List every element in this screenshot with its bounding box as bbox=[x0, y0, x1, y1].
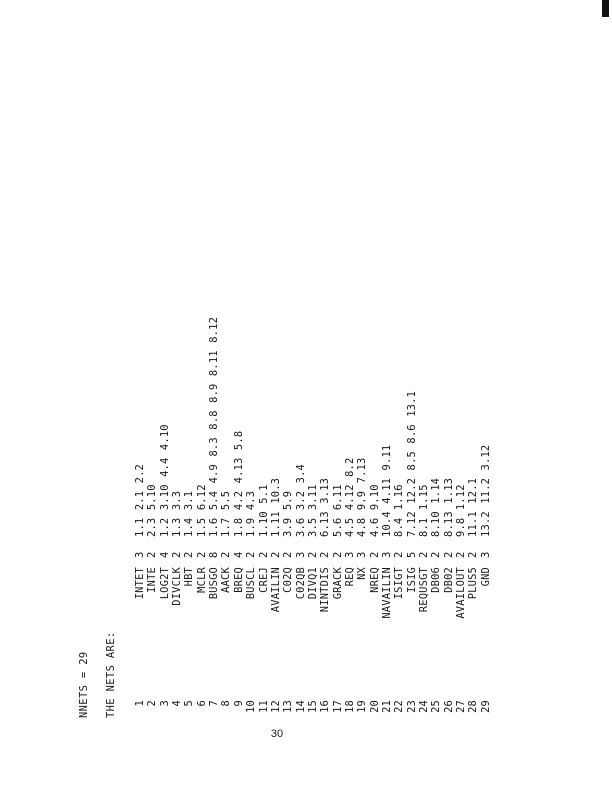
net-number: 15 bbox=[306, 700, 319, 713]
net-name: DIVCLK bbox=[171, 567, 184, 606]
net-number: 19 bbox=[356, 700, 369, 713]
net-name: MCLR bbox=[195, 567, 208, 593]
net-name: AVAILOUT bbox=[455, 567, 468, 619]
net-pins: 8.1 1.15 bbox=[418, 484, 431, 537]
net-name: HBT bbox=[183, 567, 196, 587]
net-number: 5 bbox=[183, 700, 196, 707]
net-name: C02QB bbox=[294, 567, 307, 600]
net-pins: 1.6 5.4 4.9 8.3 8.8 8.9 8.11 8.12 bbox=[208, 316, 221, 537]
net-row bbox=[258, 78, 270, 718]
net-row bbox=[220, 78, 232, 718]
net-number: 9 bbox=[232, 700, 245, 707]
net-pin-count: 3 bbox=[381, 551, 393, 558]
net-pins: 11.1 12.1 bbox=[467, 477, 480, 537]
net-number: 21 bbox=[381, 700, 393, 713]
net-pin-count: 2 bbox=[393, 551, 406, 558]
net-number: 6 bbox=[195, 700, 208, 707]
nnets-line: NNETS = 29 bbox=[78, 651, 90, 718]
net-pins: 9.8 1.12 bbox=[455, 484, 468, 537]
net-name: NINTDIS bbox=[319, 567, 332, 613]
net-name: NX bbox=[356, 567, 369, 580]
net-number: 28 bbox=[467, 700, 480, 713]
net-pin-count: 2 bbox=[430, 551, 443, 558]
net-pin-count: 3 bbox=[356, 551, 369, 558]
net-pin-count: 2 bbox=[319, 551, 332, 558]
net-name: AVAILIN bbox=[269, 567, 282, 613]
net-name: NREQ bbox=[368, 567, 381, 593]
net-pin-count: 3 bbox=[479, 551, 492, 558]
net-pins: 1.8 4.2 4.13 5.8 bbox=[232, 430, 245, 537]
rotated-printout bbox=[70, 78, 540, 718]
net-name: ISIG bbox=[405, 567, 418, 593]
net-pin-count: 2 bbox=[171, 551, 184, 558]
net-pins: 1.9 4.3 bbox=[245, 490, 258, 537]
net-pins: 8.10 1.14 bbox=[430, 477, 443, 537]
net-number: 8 bbox=[220, 700, 233, 707]
scan-corner-mark bbox=[602, 0, 609, 17]
net-row bbox=[319, 78, 331, 718]
net-row bbox=[393, 78, 405, 718]
net-number: 27 bbox=[455, 700, 468, 713]
net-name: ISIGT bbox=[393, 567, 406, 600]
net-pins: 3.5 3.11 bbox=[306, 484, 319, 537]
net-pins: 8.13 1.13 bbox=[442, 477, 455, 537]
net-row bbox=[233, 78, 245, 718]
net-pin-count: 3 bbox=[134, 551, 146, 558]
net-pins: 1.10 5.1 bbox=[257, 484, 270, 537]
net-number: 25 bbox=[430, 700, 443, 713]
net-number: 16 bbox=[319, 700, 332, 713]
net-row bbox=[418, 78, 430, 718]
net-row bbox=[196, 78, 208, 718]
net-pins: 3.6 3.2 3.4 bbox=[294, 463, 307, 537]
net-pins: 13.2 11.2 3.12 bbox=[479, 444, 492, 537]
net-pins: 1.3 3.3 bbox=[171, 490, 184, 537]
net-name: CREJ bbox=[257, 567, 270, 593]
net-pins: 8.4 1.16 bbox=[393, 484, 406, 537]
net-name: C02Q bbox=[282, 567, 295, 593]
net-pins: 4.6 9.10 bbox=[368, 484, 381, 537]
net-name: REQ bbox=[343, 567, 356, 587]
net-pin-count: 2 bbox=[455, 551, 468, 558]
net-pin-count: 4 bbox=[158, 551, 171, 558]
net-pin-count: 2 bbox=[368, 551, 381, 558]
net-pin-count: 2 bbox=[331, 551, 344, 558]
net-pin-count: 2 bbox=[195, 551, 208, 558]
net-row bbox=[208, 78, 220, 718]
net-pin-count: 3 bbox=[343, 551, 356, 558]
net-pins: 4.5 4.12 8.2 bbox=[343, 457, 356, 537]
net-row bbox=[282, 78, 294, 718]
net-pin-count: 5 bbox=[405, 551, 418, 558]
net-pin-count: 2 bbox=[418, 551, 431, 558]
net-number: 23 bbox=[405, 700, 418, 713]
net-pins: 1.4 3.1 bbox=[183, 490, 196, 537]
net-number: 24 bbox=[418, 700, 431, 713]
net-name: GND bbox=[479, 567, 492, 587]
net-pins: 1.1 2.1 2.2 bbox=[134, 463, 146, 537]
net-pin-count: 2 bbox=[257, 551, 270, 558]
net-name: BUSGO bbox=[208, 567, 221, 600]
net-row bbox=[356, 78, 368, 718]
net-row bbox=[443, 78, 455, 718]
net-number: 20 bbox=[368, 700, 381, 713]
net-row bbox=[430, 78, 442, 718]
net-name: LOG2T bbox=[158, 567, 171, 600]
net-name: INTET bbox=[134, 567, 146, 600]
net-pin-count: 2 bbox=[269, 551, 282, 558]
net-row bbox=[467, 78, 479, 718]
net-number: 22 bbox=[393, 700, 406, 713]
net-row bbox=[245, 78, 257, 718]
net-pin-count: 3 bbox=[294, 551, 307, 558]
net-number: 3 bbox=[158, 700, 171, 707]
net-row bbox=[406, 78, 418, 718]
net-pin-count: 2 bbox=[183, 551, 196, 558]
net-row bbox=[183, 78, 195, 718]
net-name: PLUS5 bbox=[467, 567, 480, 600]
net-row bbox=[295, 78, 307, 718]
net-pin-count: 4 bbox=[232, 551, 245, 558]
nets-title: THE NETS ARE: bbox=[105, 631, 117, 718]
net-name: BUSCL bbox=[245, 567, 258, 600]
net-number: 2 bbox=[146, 700, 159, 707]
net-row bbox=[270, 78, 282, 718]
net-row bbox=[134, 78, 146, 718]
net-number: 14 bbox=[294, 700, 307, 713]
net-row bbox=[344, 78, 356, 718]
net-name: AACK bbox=[220, 567, 233, 593]
net-name: INTE bbox=[146, 567, 159, 593]
net-pin-count: 2 bbox=[245, 551, 258, 558]
net-row bbox=[381, 78, 393, 718]
net-pins: 1.2 3.10 4.4 4.10 bbox=[158, 424, 171, 537]
net-row bbox=[480, 78, 492, 718]
net-number: 29 bbox=[479, 700, 492, 713]
net-number: 7 bbox=[208, 700, 221, 707]
net-pins: 4.8 9.9 7.13 bbox=[356, 457, 369, 537]
net-name: NAVAILIN bbox=[381, 567, 393, 619]
net-number: 11 bbox=[257, 700, 270, 713]
net-pin-count: 8 bbox=[208, 551, 221, 558]
net-row bbox=[369, 78, 381, 718]
net-number: 13 bbox=[282, 700, 295, 713]
net-number: 10 bbox=[245, 700, 258, 713]
net-name: DB02 bbox=[442, 567, 455, 593]
net-row bbox=[146, 78, 158, 718]
net-number: 4 bbox=[171, 700, 184, 707]
net-name: DB06 bbox=[430, 567, 443, 593]
net-name: REQUSGT bbox=[418, 567, 431, 613]
net-pin-count: 2 bbox=[467, 551, 480, 558]
net-pins: 6.13 3.13 bbox=[319, 477, 332, 537]
net-pins: 2.3 5.10 bbox=[146, 484, 159, 537]
page-number: 30 bbox=[270, 728, 284, 740]
net-row bbox=[159, 78, 171, 718]
net-pins: 7.12 12.2 8.5 8.6 13.1 bbox=[405, 390, 418, 537]
net-row bbox=[307, 78, 319, 718]
net-row bbox=[332, 78, 344, 718]
net-pins: 5.6 6.11 bbox=[331, 484, 344, 537]
net-pins: 1.7 5.5 bbox=[220, 490, 233, 537]
net-number: 18 bbox=[343, 700, 356, 713]
net-pin-count: 2 bbox=[282, 551, 295, 558]
net-pins: 3.9 5.9 bbox=[282, 490, 295, 537]
net-pins: 1.5 6.12 bbox=[195, 484, 208, 537]
net-name: DIVQ1 bbox=[306, 567, 319, 600]
net-row bbox=[455, 78, 467, 718]
net-pins: 1.11 10.3 bbox=[269, 477, 282, 537]
net-row bbox=[171, 78, 183, 718]
net-number: 17 bbox=[331, 700, 344, 713]
net-pins: 10.4 4.11 9.11 bbox=[381, 444, 393, 537]
net-pin-count: 2 bbox=[146, 551, 159, 558]
net-number: 1 bbox=[134, 700, 146, 707]
net-name: GRACK bbox=[331, 567, 344, 600]
net-number: 26 bbox=[442, 700, 455, 713]
net-pin-count: 2 bbox=[220, 551, 233, 558]
net-number: 12 bbox=[269, 700, 282, 713]
net-name: BREQ bbox=[232, 567, 245, 593]
net-pin-count: 2 bbox=[306, 551, 319, 558]
net-pin-count: 2 bbox=[442, 551, 455, 558]
